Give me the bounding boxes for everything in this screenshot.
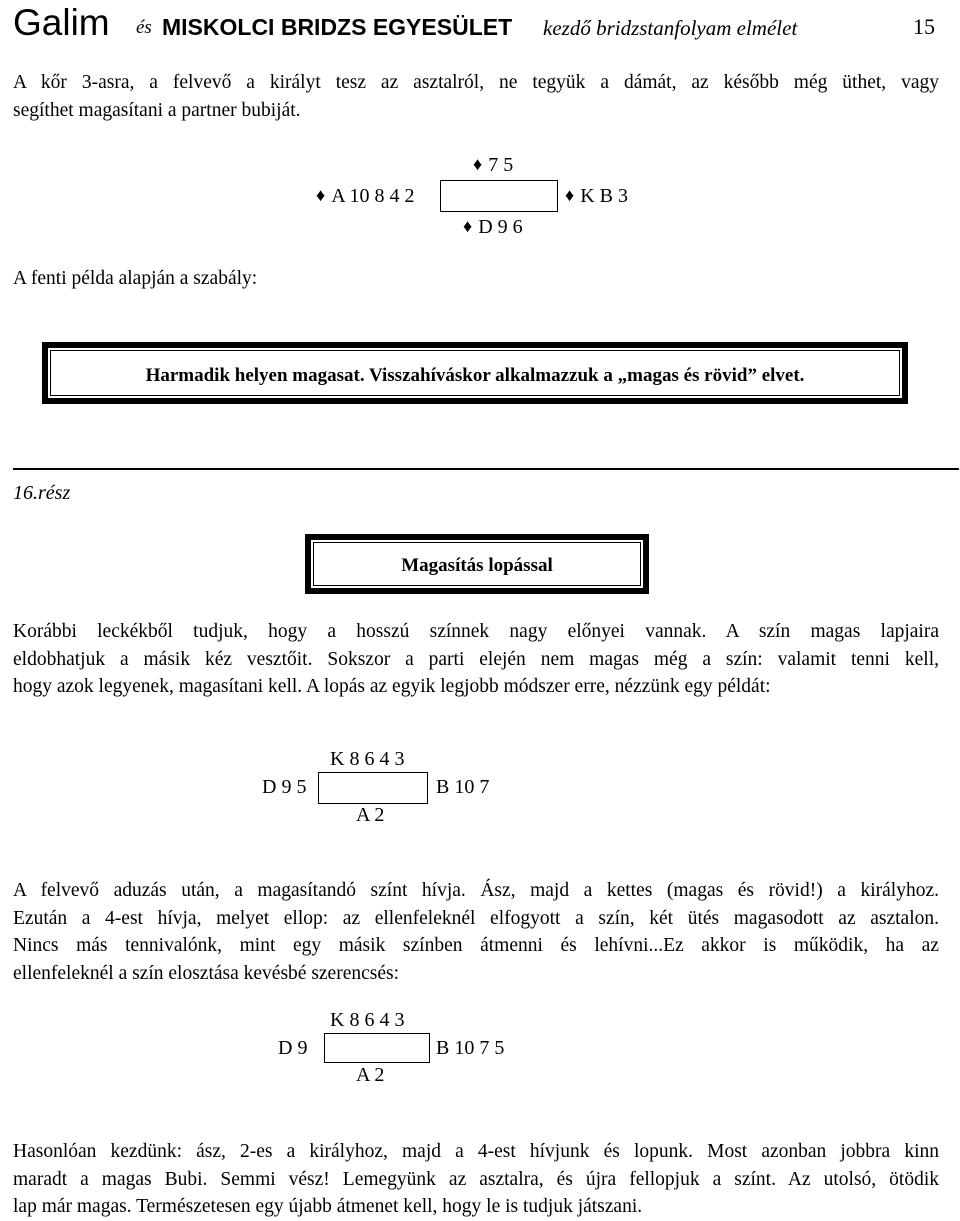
diagram3-east: B 10 7 5 <box>436 1037 505 1059</box>
header-club-name: MISKOLCI BRIDZS EGYESÜLET <box>162 14 513 40</box>
diagram2-north: K 8 6 4 3 <box>330 748 405 770</box>
paragraph-line: Nincs más tennivalónk, mint egy másik színben átmenni és lehívni...Ez akkor is működik, ha az <box>13 935 939 956</box>
diagram3-west: D 9 <box>278 1037 308 1059</box>
diagram3-south: A 2 <box>356 1064 385 1086</box>
paragraph-line: Hasonlóan kezdünk: ász, 2-es a királyhoz, majd a 4-est hívjunk és lopunk. Most azonban jobbra kinn <box>13 1141 939 1162</box>
paragraph-line: Korábbi leckékből tudjuk, hogy a hosszú színnek nagy előnyei vannak. A szín magas lapjaira <box>13 621 939 642</box>
diamond-suit-icon: ♦ <box>473 154 483 174</box>
section-divider <box>13 468 959 470</box>
paragraph-1 <box>13 618 939 701</box>
diagram1-south-cards: D 9 6 <box>478 216 523 238</box>
diagram2-east: B 10 7 <box>436 776 490 798</box>
rule-text: Harmadik helyen magasat. Visszahíváskor alkalmazzuk a „magas és rövid” elvet. <box>50 350 900 396</box>
section-title: Magasítás lopással <box>313 542 641 586</box>
paragraph-line: A felvevő aduzás után, a magasítandó színt hívja. Ász, majd a kettes (magas és rövid!) a királyhoz. <box>13 880 939 901</box>
diamond-suit-icon: ♦ <box>463 216 473 236</box>
paragraph-line: ellenfeleknél a szín elosztása kevésbé szerencsés: <box>13 962 400 984</box>
part-label: 16.rész <box>13 482 71 504</box>
intro-paragraph <box>13 69 939 124</box>
diagram1-table-box <box>440 180 558 212</box>
diagram1-north <box>473 154 513 177</box>
rule-intro: A fenti példa alapján a szabály: <box>13 268 258 289</box>
paragraph-line: eldobhatjuk a másik kéz vesztőit. Sokszor a parti elején nem magas még a szín: valamit tenni kell, <box>13 648 939 670</box>
rule-box <box>42 342 908 404</box>
paragraph-line: hogy azok legyenek, magasítani kell. A lopás az egyik legjobb módszer erre, nézzünk egy példát: <box>13 676 771 697</box>
diagram2-south: A 2 <box>356 804 385 826</box>
paragraph-3 <box>13 1138 939 1221</box>
diamond-suit-icon: ♦ <box>565 185 575 205</box>
header-conjunction: és <box>136 17 152 38</box>
diagram3-table-box <box>324 1033 430 1063</box>
section-title-box <box>305 534 649 594</box>
intro-line: segíthet magasítani a partner bubiját. <box>13 99 301 121</box>
diagram1-east-cards: K B 3 <box>580 185 628 207</box>
paragraph-line: lap már magas. Természetesen egy újabb átmenet kell, hogy le is tudjuk játszani. <box>13 1196 643 1217</box>
paragraph-2 <box>13 877 939 987</box>
diagram3-north: K 8 6 4 3 <box>330 1009 405 1031</box>
diagram2-west: D 9 5 <box>262 776 307 798</box>
diamond-suit-icon: ♦ <box>316 185 326 205</box>
diagram1-west-cards: A 10 8 4 2 <box>331 185 415 207</box>
header-subtitle: kezdő bridzstanfolyam elmélet <box>543 16 798 40</box>
diagram2-table-box <box>318 772 428 804</box>
page-number: 15 <box>913 14 935 39</box>
paragraph-line: maradt a magas Bubi. Semmi vész! Lemegyünk az asztalra, és újra fellopjuk a színt. Az utolsó, ötödik <box>13 1168 939 1190</box>
diagram1-south <box>463 216 523 239</box>
header-brand: Galim <box>13 2 110 43</box>
intro-line: A kőr 3-asra, a felvevő a királyt tesz az asztalról, ne tegyük a dámát, az később még üthet, vagy <box>13 72 939 93</box>
paragraph-line: Ezután a 4-est hívja, melyet ellop: az ellenfeleknél elfogyott a szín, két ütés magasodott az asztalon. <box>13 907 939 929</box>
diagram1-west <box>316 185 415 208</box>
diagram1-north-cards: 7 5 <box>488 154 514 176</box>
diagram1-east <box>565 185 628 208</box>
